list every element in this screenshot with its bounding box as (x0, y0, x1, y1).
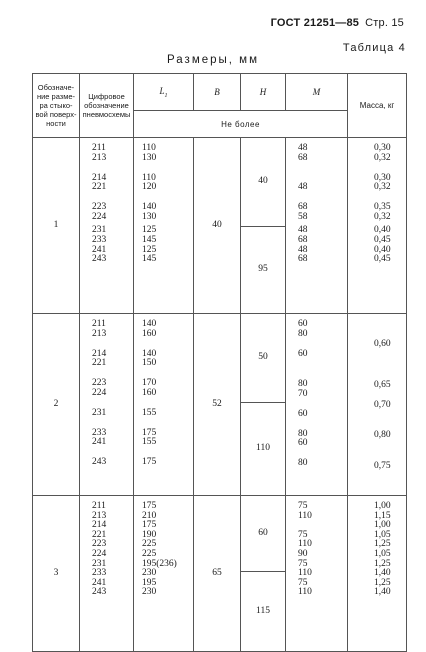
mass-group-1: 0,30 0,32 0,30 0,32 0,35 0,32 0,40 0,45 0,40 0,45 (348, 138, 407, 314)
size-2: 2 (33, 314, 80, 496)
m-group-2: 60 80 60 80 70 60 80 60 80 (286, 314, 348, 496)
b-group-2: 52 (194, 314, 241, 496)
l1-group-1: 110 130 110 120 140 130 125 145 125 145 (134, 138, 194, 314)
dimensions-table (32, 73, 407, 652)
page-number: Стр. 15 (365, 17, 404, 29)
schemes-group-3: 211 213 214 221 223 224 231 233 241 243 (80, 496, 134, 652)
not-more-label: Не более (134, 111, 348, 138)
size-3: 3 (33, 496, 80, 652)
b-group-1: 40 (194, 138, 241, 314)
table-caption: Размеры, мм (167, 54, 259, 66)
h-lower-group-3: 115 (241, 572, 286, 652)
col-b-header: B (194, 74, 241, 111)
col-m-header: M (286, 74, 348, 111)
h-upper-group-2: 50 (241, 314, 286, 403)
col-l1-header: $L_1$ (134, 74, 194, 111)
b-group-3: 65 (194, 496, 241, 652)
h-lower-group-2: 110 (241, 403, 286, 496)
table-number: Таблица 4 (342, 42, 406, 54)
standard-number: ГОСТ 21251—85 (270, 17, 360, 29)
m-group-1: 48 68 48 68 58 48 68 48 68 (286, 138, 348, 314)
mass-group-2: 0,60 0,65 0,70 0,80 0,75 (348, 314, 407, 496)
table-row (33, 138, 407, 227)
col-scheme-header: Цифровое обозначение пневмосхемы (80, 74, 134, 138)
l1-group-3: 175 210 175 190 225 225 195(236) 230 195 230 (134, 496, 194, 652)
table-row (33, 496, 407, 572)
col-designation-header: Обозначе- ние разме- ра стыко- вой поверх- ности (33, 74, 80, 138)
mass-group-3: 1,00 1,15 1,00 1,05 1,25 1,05 1,25 1,40 1,25 1,40 (348, 496, 407, 652)
page-header (271, 17, 404, 29)
size-1: 1 (33, 138, 80, 314)
col-mass-header: Масса, кг (348, 74, 407, 138)
schemes-group-1: 211 213 214 221 223 224 231 233 241 243 (80, 138, 134, 314)
schemes-group-2: 211 213 214 221 223 224 231 233 241 243 (80, 314, 134, 496)
h-upper-group-1: 40 (241, 138, 286, 227)
h-lower-group-1: 95 (241, 227, 286, 314)
table-row (33, 314, 407, 403)
l1-group-2: 140 160 140 150 170 160 155 175 155 175 (134, 314, 194, 496)
m-group-3: 75 110 75 110 90 75 110 75 110 (286, 496, 348, 652)
h-upper-group-3: 60 (241, 496, 286, 572)
col-h-header: H (241, 74, 286, 111)
